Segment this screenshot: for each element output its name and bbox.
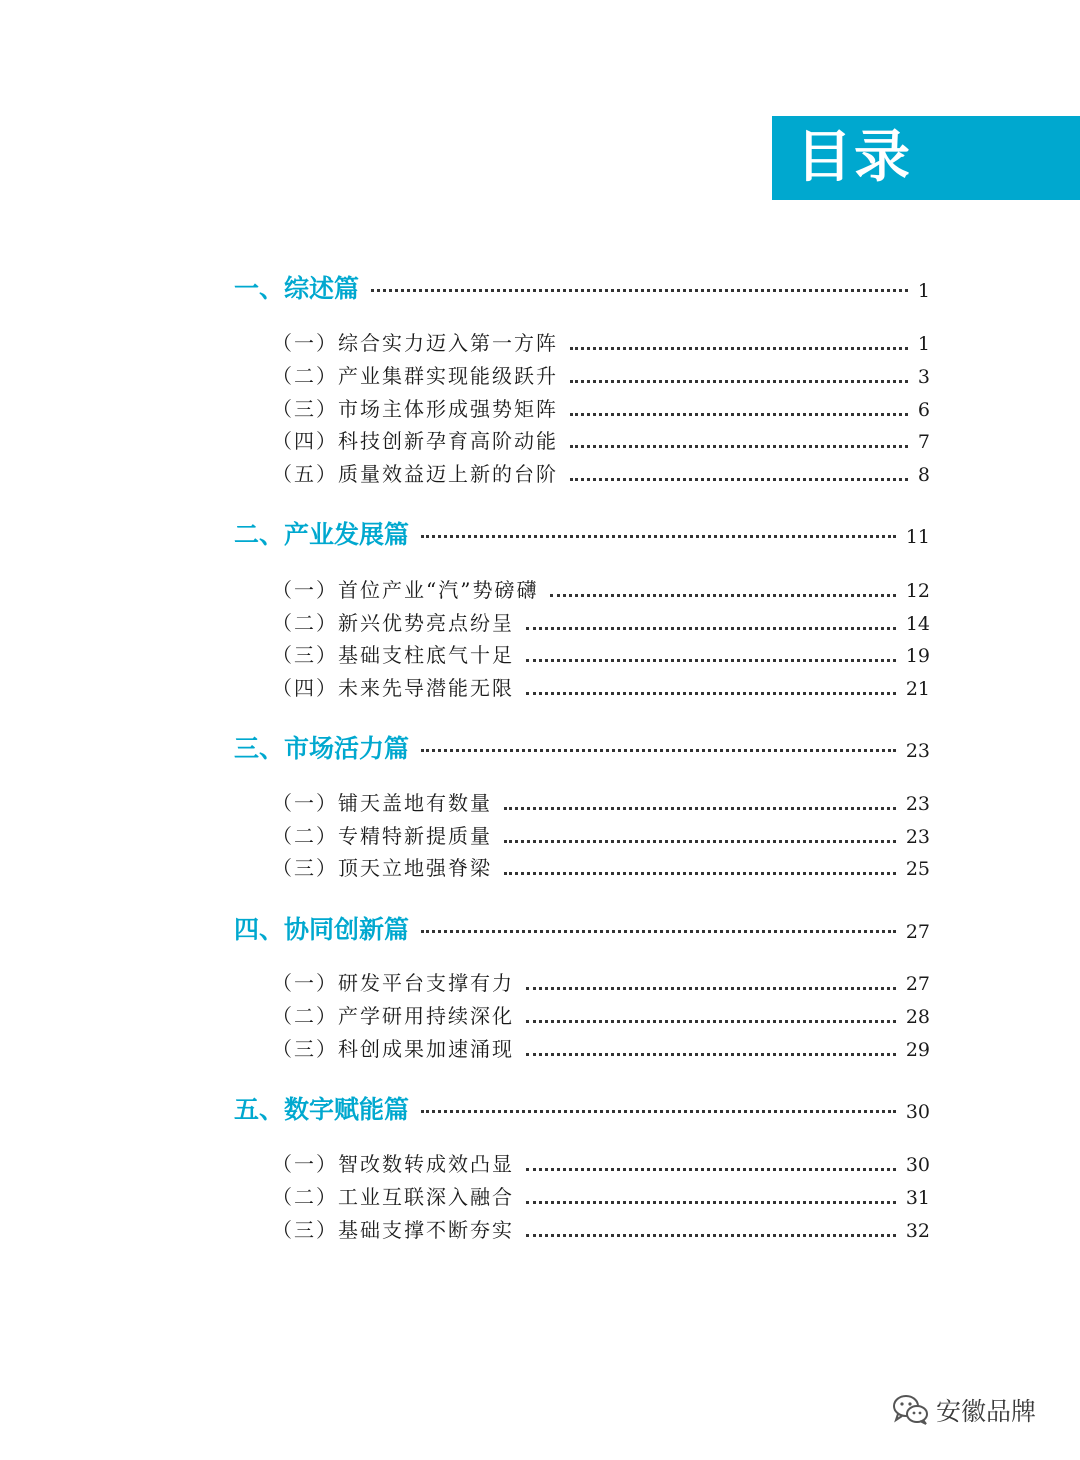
toc-item[interactable] bbox=[272, 1033, 930, 1067]
dot-leader bbox=[504, 872, 896, 875]
dot-leader bbox=[570, 380, 908, 383]
item-title: （二）新兴优势亮点纷呈 bbox=[272, 611, 514, 635]
item-title: （三）市场主体形成强势矩阵 bbox=[272, 397, 558, 421]
dot-leader bbox=[526, 1201, 896, 1204]
page-number: 8 bbox=[917, 464, 930, 486]
item-title: （三）基础支撑不断夯实 bbox=[272, 1218, 514, 1242]
item-title: （二）产业集群实现能级跃升 bbox=[272, 364, 558, 388]
dot-leader bbox=[526, 1168, 896, 1171]
page-number: 23 bbox=[905, 740, 930, 762]
toc-chapter-4[interactable] bbox=[234, 910, 930, 944]
toc-item[interactable] bbox=[272, 787, 930, 821]
item-title: （一）研发平台支撑有力 bbox=[272, 971, 514, 995]
dot-leader bbox=[421, 930, 896, 933]
dot-leader bbox=[550, 594, 895, 597]
watermark-text: 安徽品牌 bbox=[936, 1397, 1037, 1426]
toc-item[interactable] bbox=[272, 360, 930, 394]
page-number: 25 bbox=[905, 858, 930, 880]
dot-leader bbox=[526, 1053, 896, 1056]
page-number: 1 bbox=[917, 280, 930, 302]
item-title: （四）未来先导潜能无限 bbox=[272, 676, 514, 700]
chapter-title: 四、协同创新篇 bbox=[234, 915, 410, 944]
item-title: （一）铺天盖地有数量 bbox=[272, 791, 492, 815]
chapter-title: 三、市场活力篇 bbox=[234, 734, 410, 763]
toc-chapter-5[interactable] bbox=[234, 1090, 930, 1124]
page-number: 7 bbox=[917, 431, 930, 453]
chapter-title: 二、产业发展篇 bbox=[234, 520, 410, 549]
dot-leader bbox=[570, 478, 908, 481]
page-number: 1 bbox=[917, 333, 930, 355]
page-number: 30 bbox=[905, 1154, 930, 1176]
page-number: 14 bbox=[905, 613, 930, 635]
chapter-title: 一、综述篇 bbox=[234, 274, 360, 303]
dot-leader bbox=[421, 535, 896, 538]
page-number: 27 bbox=[905, 921, 930, 943]
dot-leader bbox=[421, 749, 896, 752]
page-number: 27 bbox=[905, 973, 930, 995]
dot-leader bbox=[526, 1020, 896, 1023]
page-number: 28 bbox=[905, 1006, 930, 1028]
page-title: 目录 bbox=[796, 125, 912, 190]
toc-item[interactable] bbox=[272, 967, 930, 1001]
item-title: （二）专精特新提质量 bbox=[272, 824, 492, 848]
toc-chapter-2[interactable] bbox=[234, 515, 930, 549]
page-number: 12 bbox=[905, 580, 930, 602]
chapter-title: 五、数字赋能篇 bbox=[234, 1095, 410, 1124]
page-number: 21 bbox=[905, 678, 930, 700]
page-number: 23 bbox=[905, 793, 930, 815]
item-title: （一）智改数转成效凸显 bbox=[272, 1152, 514, 1176]
toc-chapter-3[interactable] bbox=[234, 729, 930, 763]
page-number: 29 bbox=[905, 1039, 930, 1061]
dot-leader bbox=[421, 1110, 896, 1113]
dot-leader bbox=[526, 692, 896, 695]
page-number: 11 bbox=[905, 526, 930, 548]
page-number: 30 bbox=[905, 1101, 930, 1123]
watermark bbox=[892, 1390, 1036, 1430]
item-title: （三）基础支柱底气十足 bbox=[272, 643, 514, 667]
toc-item[interactable] bbox=[272, 1181, 930, 1215]
dot-leader bbox=[504, 840, 896, 843]
page-number: 3 bbox=[917, 366, 930, 388]
item-title: （四）科技创新孕育高阶动能 bbox=[272, 429, 558, 453]
dot-leader bbox=[570, 347, 908, 350]
toc-item[interactable] bbox=[272, 425, 930, 459]
item-title: （二）产学研用持续深化 bbox=[272, 1004, 514, 1028]
toc-item[interactable] bbox=[272, 327, 930, 361]
item-title: （五）质量效益迈上新的台阶 bbox=[272, 462, 558, 486]
toc-item[interactable] bbox=[272, 607, 930, 641]
item-title: （三）顶天立地强脊梁 bbox=[272, 856, 492, 880]
page-number: 23 bbox=[905, 826, 930, 848]
wechat-icon bbox=[892, 1393, 930, 1427]
toc-item[interactable] bbox=[272, 852, 930, 886]
item-title: （一）综合实力迈入第一方阵 bbox=[272, 331, 558, 355]
item-title: （一）首位产业“汽”势磅礴 bbox=[272, 578, 539, 602]
dot-leader bbox=[526, 659, 896, 662]
page-number: 31 bbox=[905, 1187, 930, 1209]
page-number: 32 bbox=[905, 1220, 930, 1242]
toc-item[interactable] bbox=[272, 639, 930, 673]
item-title: （三）科创成果加速涌现 bbox=[272, 1037, 514, 1061]
item-title: （二）工业互联深入融合 bbox=[272, 1185, 514, 1209]
dot-leader bbox=[526, 987, 896, 990]
toc-item[interactable] bbox=[272, 1214, 930, 1248]
dot-leader bbox=[526, 1234, 896, 1237]
toc-chapter-1[interactable] bbox=[234, 269, 930, 303]
page-number: 6 bbox=[917, 399, 930, 421]
toc-item[interactable] bbox=[272, 458, 930, 492]
page-number: 19 bbox=[905, 645, 930, 667]
toc-item[interactable] bbox=[272, 1148, 930, 1182]
toc-item[interactable] bbox=[272, 393, 930, 427]
toc-item[interactable] bbox=[272, 672, 930, 706]
dot-leader bbox=[570, 413, 908, 416]
toc-item[interactable] bbox=[272, 1000, 930, 1034]
toc-item[interactable] bbox=[272, 574, 930, 608]
dot-leader bbox=[570, 445, 908, 448]
dot-leader bbox=[504, 807, 896, 810]
dot-leader bbox=[371, 289, 908, 292]
toc-item[interactable] bbox=[272, 820, 930, 854]
dot-leader bbox=[526, 627, 896, 630]
